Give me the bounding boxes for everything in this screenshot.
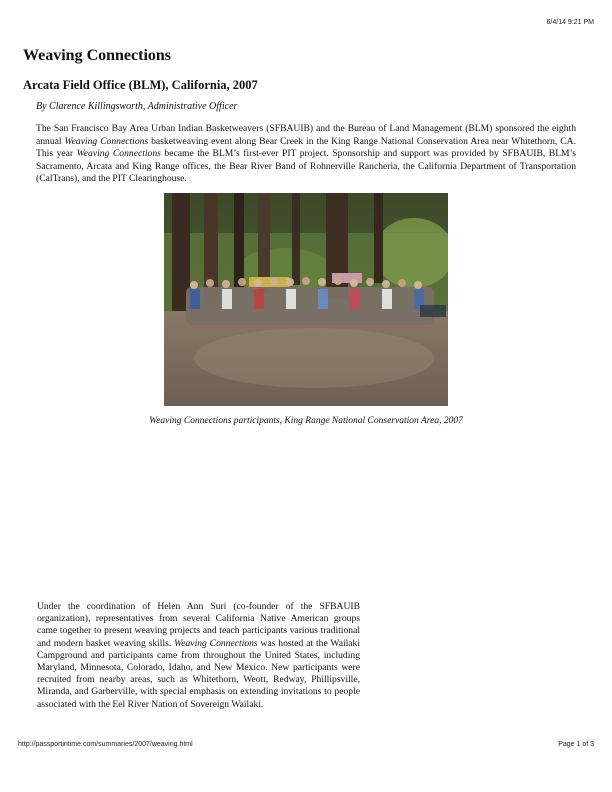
print-datetime: 6/4/14 9:21 PM [546,19,594,26]
byline: By Clarence Killingsworth, Administrative Officer [36,101,238,112]
footer-url: http://passportintime.com/summaries/2007/weaving.html [18,741,193,748]
photo-caption: Weaving Connections participants, King Range National Conservation Area, 2007 [149,416,463,426]
body-paragraph: Under the coordination of Helen Ann Suri (co-founder of the SFBAUIB organization), representatives from several California Native American groups came together to present weaving projects and teach participants various traditional and modern basket weaving skills. Weaving Connections was hosted at the Wailaki Campground and participants came from throughout the United States, including Maryland, Minnesota, Colorado, Idaho, and New Mexico. New participants were recruited from nearby areas, such as Whitethorn, Weott, Redway, Phillipsville, Miranda, and Garberville, with special emphasis on extending invitations to people associated with the Eel River Nation of Sovereign Wailaki. [37,601,360,710]
page-title: Weaving Connections [23,47,172,64]
footer-page-number: Page 1 of 3 [558,741,594,748]
group-photo [164,193,448,406]
intro-paragraph: The San Francisco Bay Area Urban Indian Basketweavers (SFBAUIB) and the Bureau of Land Management (BLM) sponsored the eighth annual Weaving Connections basketweaving event along Bear Creek in the King Range National Conservation Area near Whitethorn, CA. This year Weaving Connections became the BLM’s first-ever PIT project. Sponsorship and support was provided by SFBAUIB, BLM’s Sacramento, Arcata and King Range offices, the Bear River Band of Rohnerville Rancheria, the California Department of Transportation (CalTrans), and the PIT Clearinghouse. [36,123,576,185]
page-subtitle: Arcata Field Office (BLM), California, 2007 [23,78,258,92]
